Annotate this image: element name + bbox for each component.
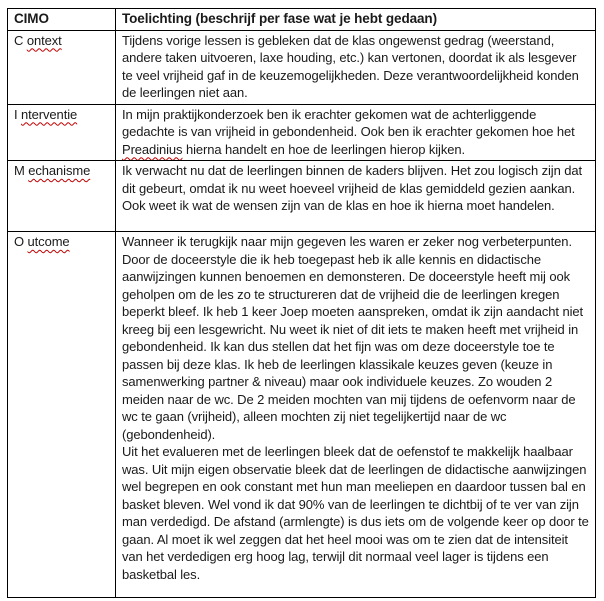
- paragraph: Ik verwacht nu dat de leerlingen binnen de kaders blijven. Het zou logisch zijn dat dit gebeurt, omdat ik nu weet hoeveel vrijheid de klas gemiddeld gezien aankan. Ook weet ik wat de wensen zijn van de klas en hoe ik hierna moet handelen.: [122, 163, 582, 213]
- toelichting-cell-context: [116, 30, 596, 104]
- paragraph-segment: In mijn praktijkonderzoek ben ik erachter gekomen wat de achterliggende gedachte is van vrijheid in gebondenheid. Ook ben ik erachter gekomen hoe het: [122, 106, 575, 139]
- phase-term-misspelled: utcome: [27, 234, 70, 249]
- paragraph: [122, 106, 589, 159]
- toelichting-cell-interventie: [116, 104, 596, 161]
- phase-letter: I: [14, 106, 22, 122]
- table-row-mechanisme: [8, 161, 596, 232]
- phase-term-misspelled: nterventie: [21, 106, 78, 122]
- cimo-table: [7, 8, 596, 598]
- phase-letter: M: [14, 163, 29, 178]
- toelichting-cell-outcome: [116, 232, 596, 598]
- phase-term-misspelled: echanisme: [28, 163, 91, 178]
- table-row-context: [8, 30, 596, 104]
- misspelled-word: Preadinius: [122, 141, 183, 157]
- phase-cell-outcome: [8, 232, 116, 598]
- phase-term-misspelled: ontext: [26, 32, 62, 48]
- column-header-toelichting: Toelichting (beschrijf per fase wat je hebt gedaan): [116, 9, 596, 31]
- paragraph-segment: hierna handelt en hoe de leerlingen hierop kijken.: [182, 141, 465, 157]
- column-header-cimo: CIMO: [8, 9, 116, 31]
- phase-cell-interventie: [8, 104, 116, 161]
- phase-cell-context: [8, 30, 116, 104]
- table-row-outcome: [8, 232, 596, 598]
- paragraph: Tijdens vorige lessen is gebleken dat de klas ongewenst gedrag (weerstand, andere taken uitvoeren, laxe houding, etc.) kan vertonen, doordat ik als lesgever te veel vrijheid gaf in de keuzemogelijkheden. Deze verantwoordelijkheid konden de leerlingen niet aan.: [122, 32, 579, 100]
- phase-letter: O: [14, 234, 28, 249]
- paragraph: Uit het evalueren met de leerlingen bleek dat de oefenstof te makkelijk haalbaar was. Uit mijn eigen observatie bleek dat de leerlingen de didactische aanwijzingen wel begrepen en ook constant met hun man meeliepen en daardoor tussen bal en basket bleven. Wel vond ik dat 90% van de leerlingen te dichtbij of te ver van zijn man verdedigd. De afstand (armlengte) is dus iets om de volgende keer op door te gaan. Al moet ik wel zeggen dat het heel mooi was om te zien dat de intensiteit van het verdedigen erg hoog lag, terwijl dit normaal veel lager is tijdens een basketbal les.: [122, 444, 589, 582]
- table-row-interventie: [8, 104, 596, 161]
- phase-letter: C: [14, 32, 27, 48]
- phase-cell-mechanisme: [8, 161, 116, 232]
- toelichting-cell-mechanisme: [116, 161, 596, 232]
- paragraph: Wanneer ik terugkijk naar mijn gegeven les waren er zeker nog verbeterpunten. Door de doceerstyle die ik heb toegepast heb ik alle kennis en didactische aanwijzingen kunnen benoemen en demonsteren. De doceerstyle heeft mij ook geholpen om de les zo te structureren dat de vrijheid die de leerlingen kregen beperkt bleef. Ik heb 1 keer Joep moeten aanspreken, omdat ik zijn aandacht niet kreeg bij een lesgewricht. Nu weet ik niet of dit iets te maken heeft met vrijheid in gebondenheid. Ik kan dus stellen dat het fijn was om deze doceerstyle toe te passen bij deze klas. Ik heb de leerlingen klassikale keuzes geven (keuze in samenwerking partner & niveau) maar ook individuele keuzes. Zo wouden 2 meiden naar de wc. De 2 meiden mochten van mij tijdens de oefenvorm naar de wc te gaan (vrijheid), alleen mochten zij niet tegelijkertijd naar de wc (gebondenheid).: [122, 234, 584, 442]
- table-header-row: [8, 9, 596, 31]
